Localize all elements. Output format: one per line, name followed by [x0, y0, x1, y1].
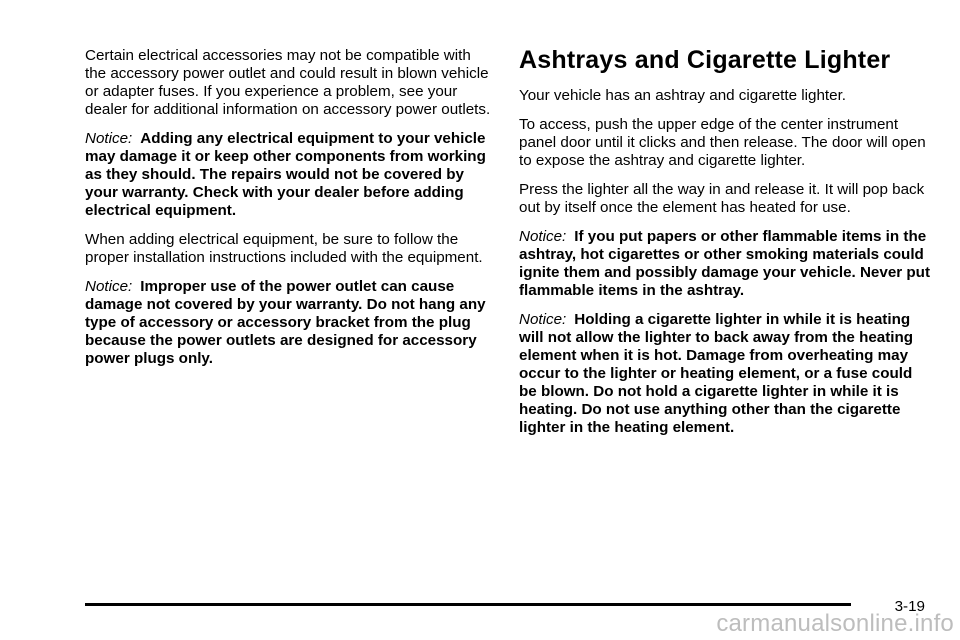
- notice-label: Notice:: [85, 130, 133, 147]
- lighter-paragraph: Press the lighter all the way in and release it. It will pop back out by itself once the element has heated for use.: [519, 181, 925, 216]
- page-number: 3-19: [894, 598, 925, 615]
- watermark: carmanualsonline.info: [716, 610, 954, 637]
- notice-text: Holding a cigarette lighter in while it is heating will not allow the lighter to back away from the heating element when it is hot. Damage from overheating may occur to the lighter or heating element, or a fuse could be blown. Do not hold a cigarette lighter in while it is heating. Do not use anything other than the cigarette lighter in the heating element.: [519, 311, 914, 436]
- notice-label: Notice:: [519, 228, 567, 245]
- installation-paragraph: When adding electrical equipment, be sure to follow the proper installation instructions included with the equipment.: [85, 231, 483, 266]
- notice-text: If you put papers or other flammable items in the ashtray, hot cigarettes or other smoking materials could ignite them and possibly damage your vehicle. Never put flammable items in the ashtray.: [519, 228, 931, 299]
- compatibility-paragraph: Certain electrical accessories may not be compatible with the accessory power outlet and could result in blown vehicle or adapter fuses. If you experience a problem, see your dealer for additional information on accessory power outlets.: [85, 47, 491, 118]
- section-heading: Ashtrays and Cigarette Lighter: [519, 46, 891, 74]
- notice-holding-lighter: [519, 311, 931, 437]
- notice-label: Notice:: [85, 278, 133, 295]
- notice-electrical-equipment: [85, 130, 495, 220]
- ashtray-intro-paragraph: Your vehicle has an ashtray and cigarette lighter.: [519, 87, 847, 104]
- notice-power-outlet: [85, 278, 495, 368]
- right-column: [519, 45, 931, 448]
- notice-text: Adding any electrical equipment to your vehicle may damage it or keep other components from working as they should. The repairs would not be covered by your warranty. Check with your dealer before adding electrical equipment.: [85, 130, 486, 219]
- footer-rule: [85, 603, 851, 606]
- notice-label: Notice:: [519, 311, 567, 328]
- notice-text: Improper use of the power outlet can cause damage not covered by your warranty. Do not hang any type of accessory or accessory bracket from the plug because the power outlets are designed for accessory power plugs only.: [85, 278, 486, 367]
- access-paragraph: To access, push the upper edge of the center instrument panel door until it clicks and then release. The door will open to expose the ashtray and cigarette lighter.: [519, 116, 926, 169]
- left-column: [85, 47, 495, 379]
- notice-flammable-items: [519, 228, 931, 300]
